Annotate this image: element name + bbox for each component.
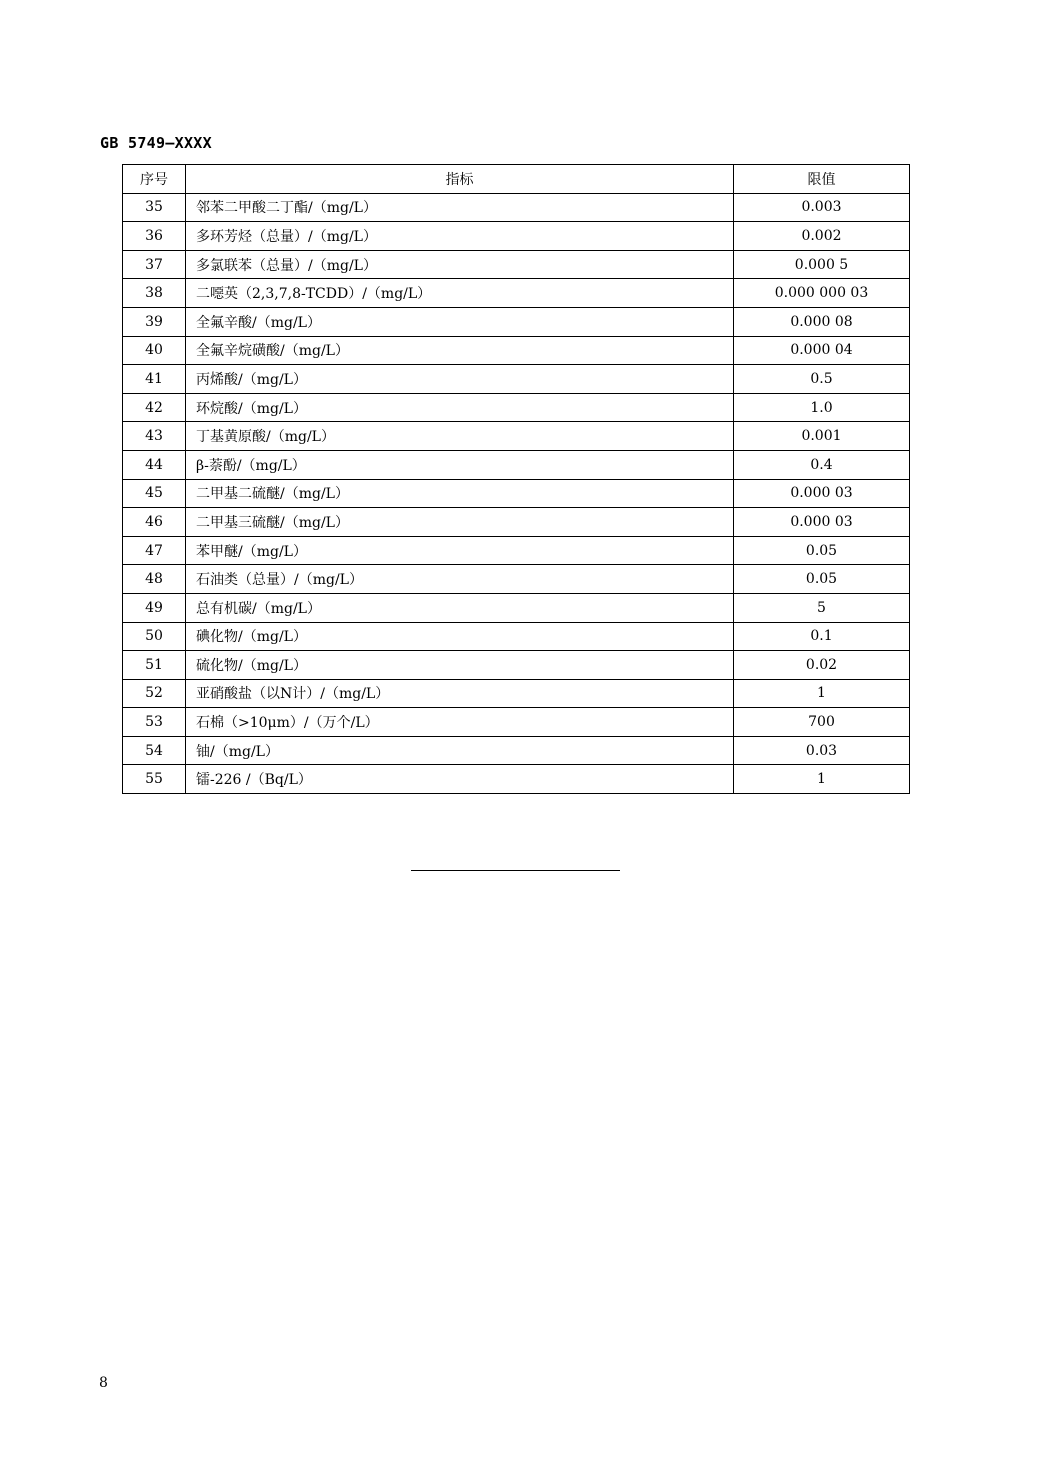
row-limit-value: 0.002 <box>734 222 910 251</box>
row-limit-value: 0.05 <box>734 565 910 594</box>
row-serial-number: 50 <box>123 622 186 651</box>
row-limit-value: 0.000 03 <box>734 508 910 537</box>
table-header-row <box>123 165 910 194</box>
header-serial-number: 序号 <box>123 165 186 194</box>
table-body <box>123 193 910 793</box>
document-code: GB 5749—XXXX <box>100 134 212 152</box>
row-serial-number: 44 <box>123 450 186 479</box>
row-limit-value: 0.000 03 <box>734 479 910 508</box>
header-indicator: 指标 <box>186 165 734 194</box>
table-row <box>123 279 910 308</box>
row-indicator: 石棉（>10μm）/（万个/L） <box>186 708 734 737</box>
table-row <box>123 765 910 794</box>
row-serial-number: 54 <box>123 736 186 765</box>
row-serial-number: 40 <box>123 336 186 365</box>
row-serial-number: 36 <box>123 222 186 251</box>
table-row <box>123 193 910 222</box>
page-number: 8 <box>99 1375 108 1391</box>
row-serial-number: 55 <box>123 765 186 794</box>
row-limit-value: 700 <box>734 708 910 737</box>
table-row <box>123 593 910 622</box>
row-serial-number: 53 <box>123 708 186 737</box>
row-limit-value: 1 <box>734 679 910 708</box>
row-limit-value: 0.003 <box>734 193 910 222</box>
table-row <box>123 565 910 594</box>
row-serial-number: 43 <box>123 422 186 451</box>
table-row <box>123 651 910 680</box>
table-row <box>123 365 910 394</box>
row-limit-value: 0.1 <box>734 622 910 651</box>
row-indicator: 多环芳烃（总量）/（mg/L） <box>186 222 734 251</box>
row-indicator: 多氯联苯（总量）/（mg/L） <box>186 250 734 279</box>
row-limit-value: 0.000 08 <box>734 307 910 336</box>
row-indicator: 镭-226 /（Bq/L） <box>186 765 734 794</box>
row-serial-number: 42 <box>123 393 186 422</box>
row-limit-value: 5 <box>734 593 910 622</box>
table-row <box>123 536 910 565</box>
row-serial-number: 45 <box>123 479 186 508</box>
table-row <box>123 393 910 422</box>
row-limit-value: 0.4 <box>734 450 910 479</box>
row-indicator: 总有机碳/（mg/L） <box>186 593 734 622</box>
table-row <box>123 307 910 336</box>
row-serial-number: 46 <box>123 508 186 537</box>
row-limit-value: 0.000 04 <box>734 336 910 365</box>
row-serial-number: 47 <box>123 536 186 565</box>
row-indicator: 全氟辛烷磺酸/（mg/L） <box>186 336 734 365</box>
row-limit-value: 0.03 <box>734 736 910 765</box>
table-row <box>123 679 910 708</box>
row-indicator: 亚硝酸盐（以N计）/（mg/L） <box>186 679 734 708</box>
row-limit-value: 0.000 5 <box>734 250 910 279</box>
row-indicator: β-萘酚/（mg/L） <box>186 450 734 479</box>
table-row <box>123 222 910 251</box>
header-limit-value: 限值 <box>734 165 910 194</box>
row-indicator: 二甲基二硫醚/（mg/L） <box>186 479 734 508</box>
row-serial-number: 37 <box>123 250 186 279</box>
row-serial-number: 38 <box>123 279 186 308</box>
table-row <box>123 450 910 479</box>
row-indicator: 石油类（总量）/（mg/L） <box>186 565 734 594</box>
row-limit-value: 0.02 <box>734 651 910 680</box>
table-row <box>123 422 910 451</box>
row-serial-number: 41 <box>123 365 186 394</box>
row-indicator: 二噁英（2,3,7,8-TCDD）/（mg/L） <box>186 279 734 308</box>
row-serial-number: 49 <box>123 593 186 622</box>
row-serial-number: 48 <box>123 565 186 594</box>
table-row <box>123 508 910 537</box>
table-row <box>123 622 910 651</box>
table-row <box>123 336 910 365</box>
row-indicator: 环烷酸/（mg/L） <box>186 393 734 422</box>
row-indicator: 邻苯二甲酸二丁酯/（mg/L） <box>186 193 734 222</box>
row-limit-value: 0.001 <box>734 422 910 451</box>
row-serial-number: 39 <box>123 307 186 336</box>
table-row <box>123 479 910 508</box>
table-row <box>123 708 910 737</box>
row-limit-value: 0.000 000 03 <box>734 279 910 308</box>
row-limit-value: 1 <box>734 765 910 794</box>
row-indicator: 丁基黄原酸/（mg/L） <box>186 422 734 451</box>
indicator-limits-table <box>122 164 910 794</box>
row-limit-value: 0.05 <box>734 536 910 565</box>
row-indicator: 铀/（mg/L） <box>186 736 734 765</box>
table-row <box>123 736 910 765</box>
row-serial-number: 35 <box>123 193 186 222</box>
row-indicator: 丙烯酸/（mg/L） <box>186 365 734 394</box>
row-indicator: 碘化物/（mg/L） <box>186 622 734 651</box>
row-limit-value: 1.0 <box>734 393 910 422</box>
row-indicator: 苯甲醚/（mg/L） <box>186 536 734 565</box>
row-serial-number: 51 <box>123 651 186 680</box>
end-of-document-rule <box>411 870 620 871</box>
row-indicator: 全氟辛酸/（mg/L） <box>186 307 734 336</box>
row-indicator: 硫化物/（mg/L） <box>186 651 734 680</box>
row-serial-number: 52 <box>123 679 186 708</box>
row-indicator: 二甲基三硫醚/（mg/L） <box>186 508 734 537</box>
table-row <box>123 250 910 279</box>
row-limit-value: 0.5 <box>734 365 910 394</box>
